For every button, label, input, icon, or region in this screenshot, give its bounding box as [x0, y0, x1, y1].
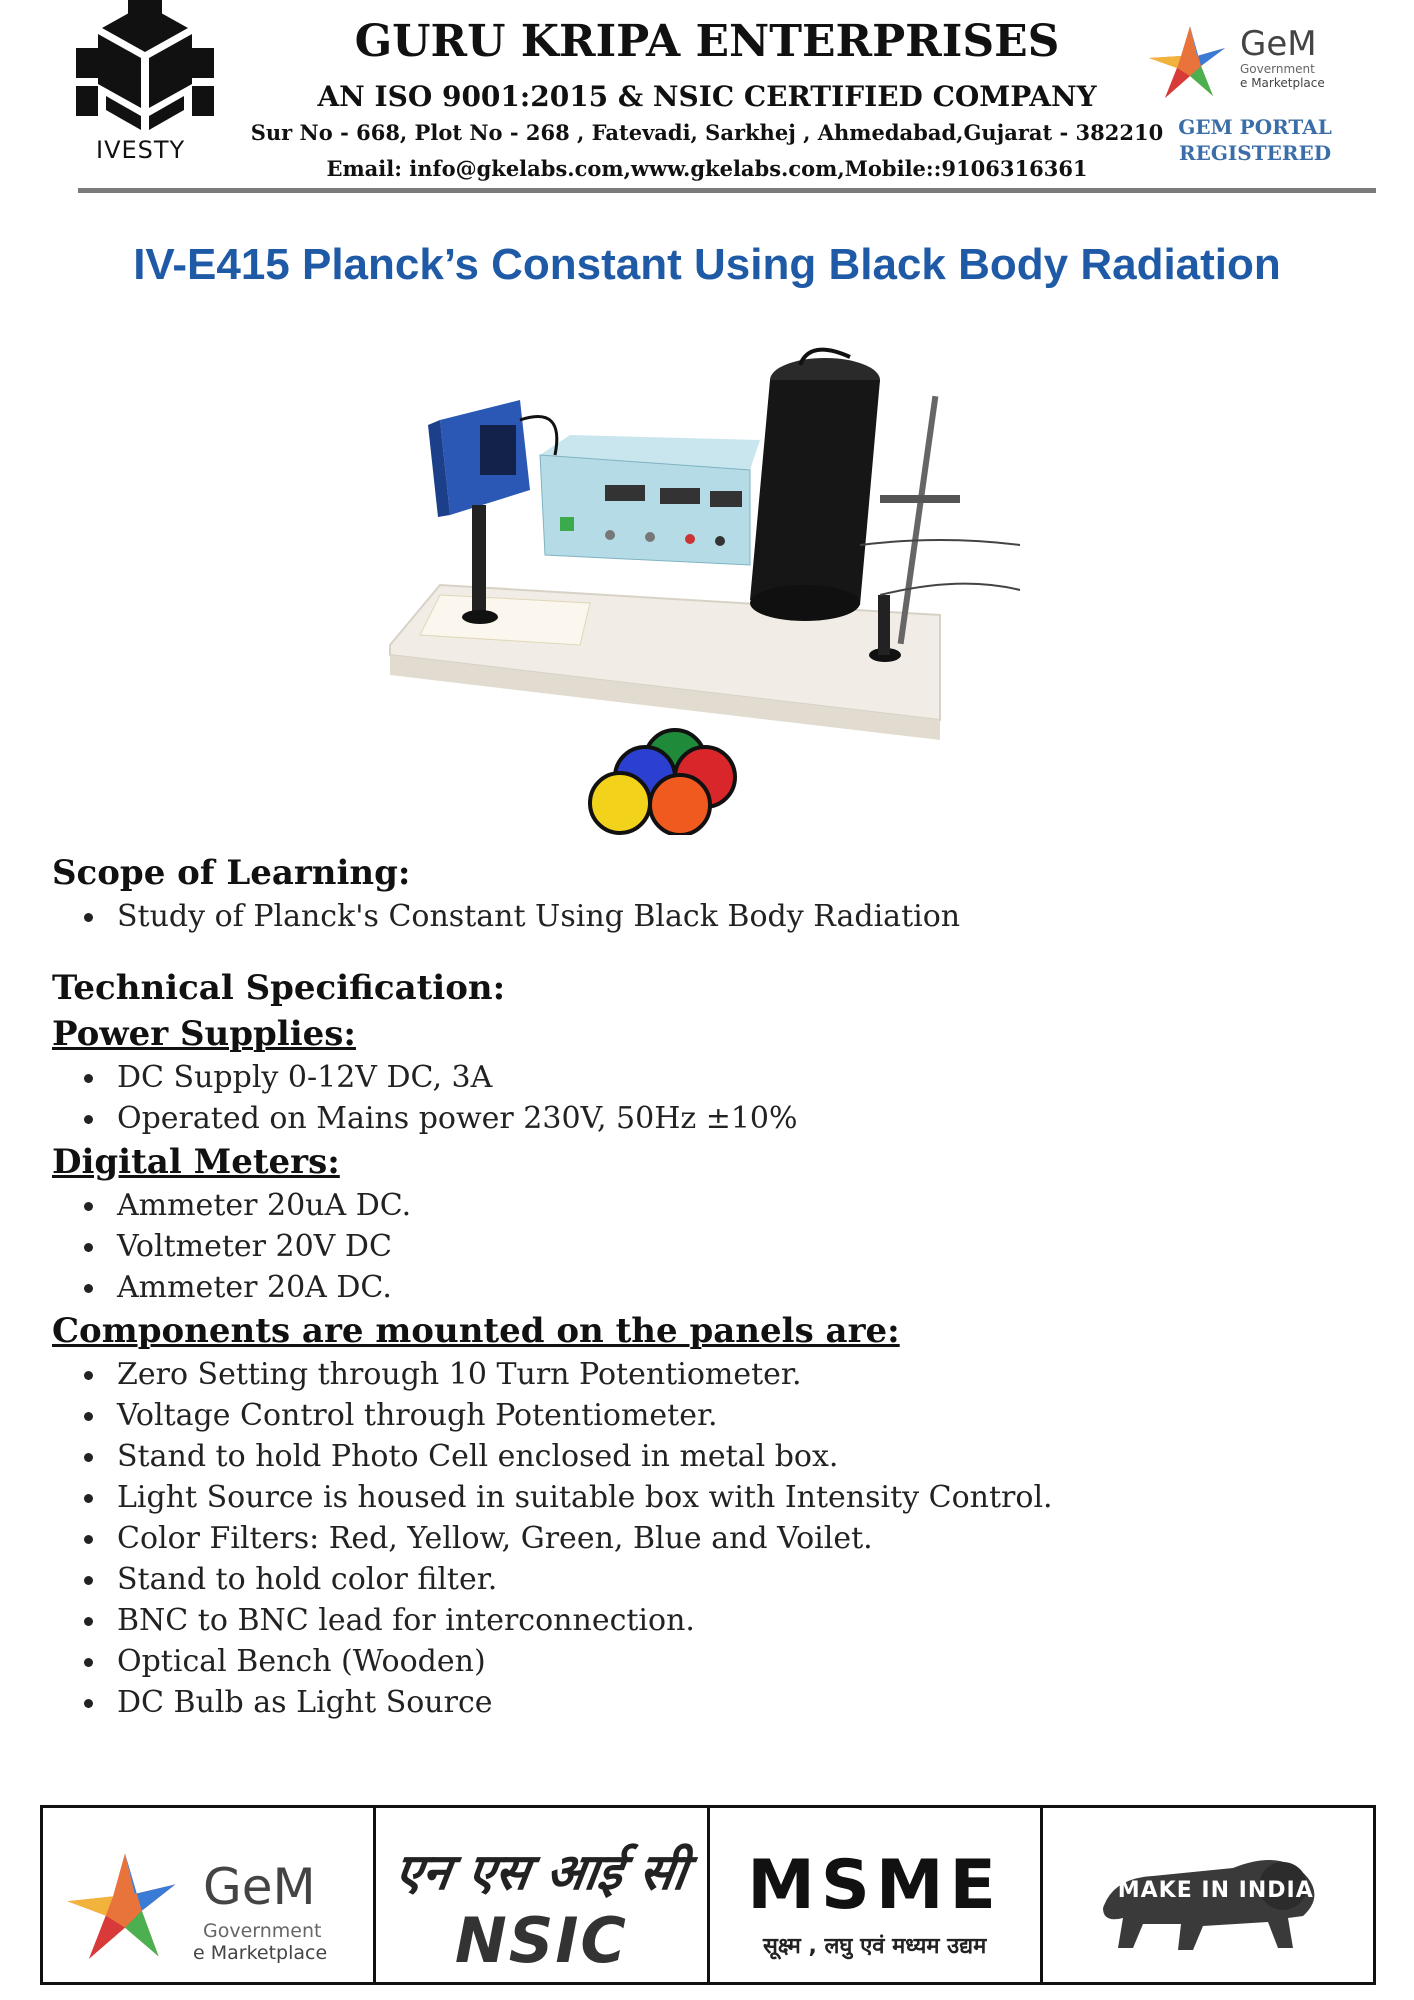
list-item: Ammeter 20A DC.	[80, 1267, 1352, 1308]
gem-logo-line1: Government	[1240, 62, 1315, 76]
letterhead	[0, 0, 1414, 200]
footer-gem-cell	[43, 1808, 376, 1982]
gem-logo-word: GeM	[1240, 24, 1317, 64]
list-item: DC Supply 0-12V DC, 3A	[80, 1057, 1352, 1098]
footer-msme-cell	[710, 1808, 1043, 1982]
gem-portal-line1: GEM PORTAL	[1178, 115, 1332, 139]
msme-hindi-text: सूक्ष्म , लघु एवं मध्यम उद्यम	[763, 1934, 987, 1959]
apparatus-photo-icon	[380, 345, 1040, 835]
list-item: Voltage Control through Potentiometer.	[80, 1395, 1352, 1436]
gem-star-logo-icon	[65, 1846, 185, 1966]
power-supplies-heading: Power Supplies:	[52, 1014, 356, 1054]
list-item: Light Source is housed in suitable box with Intensity Control.	[80, 1477, 1352, 1518]
nsic-logo-text: NSIC	[454, 1904, 628, 1977]
msme-logo-text: MSME	[747, 1846, 1002, 1925]
make-in-india-text: MAKE IN INDIA	[1117, 1878, 1314, 1903]
list-item: Optical Bench (Wooden)	[80, 1641, 1352, 1682]
footer-gem-word: GeM	[203, 1858, 316, 1916]
digital-meters-list	[80, 1185, 1352, 1308]
gem-portal-registered	[1175, 114, 1335, 166]
list-item: Ammeter 20uA DC.	[80, 1185, 1352, 1226]
certification-footer	[40, 1805, 1376, 1985]
specification-content	[52, 850, 1352, 1723]
gem-logo-line2: e Marketplace	[1240, 76, 1325, 90]
digital-meters-heading: Digital Meters:	[52, 1142, 340, 1182]
list-item: Voltmeter 20V DC	[80, 1226, 1352, 1267]
list-item: Color Filters: Red, Yellow, Green, Blue and Voilet.	[80, 1518, 1352, 1559]
company-address: Sur No - 668, Plot No - 268 , Fatevadi, Sarkhej , Ahmedabad,Gujarat - 382210	[250, 120, 1164, 145]
company-contact: Email: info@gkelabs.com,www.gkelabs.com,Mobile::9106316361	[326, 156, 1088, 181]
ivesty-logo-text: IVESTY	[96, 136, 186, 164]
company-name: GURU KRIPA ENTERPRISES	[354, 16, 1060, 67]
gem-portal-line2: REGISTERED	[1178, 141, 1332, 165]
list-item: DC Bulb as Light Source	[80, 1682, 1352, 1723]
footer-make-in-india-cell	[1043, 1808, 1373, 1982]
list-item: Stand to hold color filter.	[80, 1559, 1352, 1600]
components-heading: Components are mounted on the panels are:	[52, 1311, 900, 1351]
footer-gem-line2: e Marketplace	[193, 1942, 328, 1964]
list-item: Operated on Mains power 230V, 50Hz ±10%	[80, 1098, 1352, 1139]
list-item: Stand to hold Photo Cell enclosed in metal box.	[80, 1436, 1352, 1477]
header-divider	[78, 188, 1376, 193]
scope-list	[80, 896, 1352, 937]
list-item: Study of Planck's Constant Using Black Body Radiation	[80, 896, 1352, 937]
product-title: IV-E415 Planck’s Constant Using Black Body Radiation	[133, 240, 1281, 289]
scope-heading: Scope of Learning:	[52, 853, 411, 893]
list-item: BNC to BNC lead for interconnection.	[80, 1600, 1352, 1641]
technical-heading: Technical Specification:	[52, 968, 506, 1008]
power-supplies-list	[80, 1057, 1352, 1139]
list-item: Zero Setting through 10 Turn Potentiometer.	[80, 1354, 1352, 1395]
company-certification: AN ISO 9001:2015 & NSIC CERTIFIED COMPANY	[317, 80, 1097, 113]
footer-gem-line1: Government	[203, 1920, 322, 1942]
components-list	[80, 1354, 1352, 1723]
footer-nsic-cell	[376, 1808, 709, 1982]
nsic-hindi-text: एन एस आई सी	[391, 1843, 691, 1901]
